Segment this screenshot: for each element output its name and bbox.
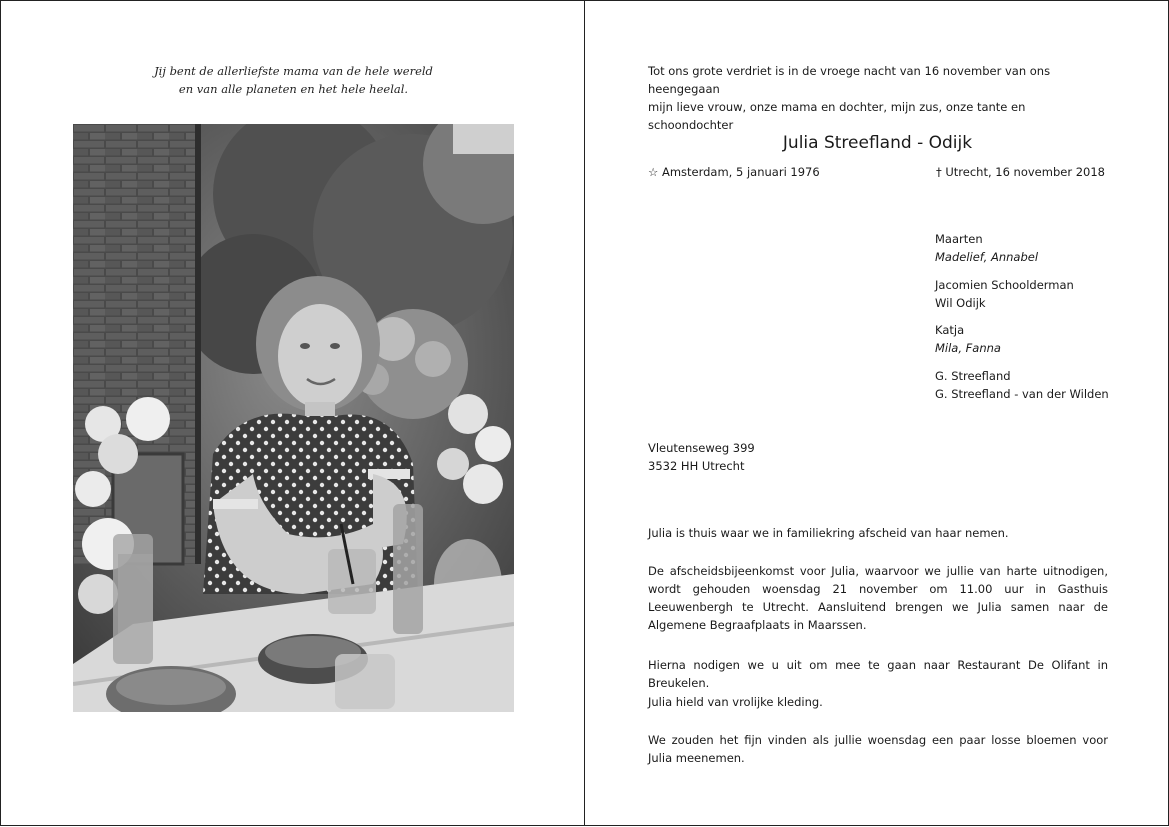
- portrait-photo: [73, 124, 514, 712]
- motto-line-1: Jij bent de allerliefste mama van de hele wereld: [154, 64, 433, 78]
- address-city: 3532 HH Utrecht: [648, 459, 745, 473]
- family-name: Mila, Fanna: [935, 341, 1001, 355]
- announcement-intro: [648, 62, 1108, 134]
- family-group-4: [935, 367, 1135, 403]
- death-info: † Utrecht, 16 november 2018: [935, 165, 1105, 179]
- intro-line-1: Tot ons grote verdriet is in de vroege nacht van 16 november van ons heengegaan: [648, 64, 1051, 96]
- family-name: G. Streefland: [935, 369, 1011, 383]
- family-name: Madelief, Annabel: [935, 250, 1039, 264]
- paragraph: Hierna nodigen we u uit om mee te gaan naar Restaurant De Olifant in Breukelen.: [648, 658, 1108, 690]
- paragraph: De afscheidsbijeenkomst voor Julia, waarvoor we jullie van harte uitnodigen, wordt gehouden woensdag 21 november om 11.00 uur in Gasthuis Leeuwenbergh te Utrecht. Aansluitend brengen we Julia samen naar de Algemene Begraafplaats in Maarssen.: [648, 564, 1108, 632]
- intro-line-2: mijn lieve vrouw, onze mama en dochter, mijn zus, onze tante en schoondochter: [648, 100, 1026, 132]
- family-name: Wil Odijk: [935, 296, 986, 310]
- family-name: G. Streefland - van der Wilden: [935, 387, 1109, 401]
- motto-line-2: en van alle planeten en het hele heelal.: [178, 82, 409, 96]
- family-name: Maarten: [935, 232, 983, 246]
- family-group-3: [935, 321, 1135, 357]
- paragraph: Julia hield van vrolijke kleding.: [648, 695, 823, 709]
- address-street: Vleutenseweg 399: [648, 441, 755, 455]
- motto: [1, 62, 586, 98]
- birth-info: ☆ Amsterdam, 5 januari 1976: [648, 165, 820, 179]
- family-name: Jacomien Schoolderman: [935, 278, 1074, 292]
- paragraph: We zouden het fijn vinden als jullie woensdag een paar losse bloemen voor Julia meenemen.: [648, 733, 1108, 765]
- left-page: [0, 0, 585, 826]
- deceased-name: Julia Streefland - Odijk: [782, 133, 973, 153]
- family-name: Katja: [935, 323, 965, 337]
- paragraph: Julia is thuis waar we in familiekring afscheid van haar nemen.: [648, 526, 1009, 540]
- family-group-1: [935, 230, 1135, 266]
- address: [648, 439, 755, 475]
- right-page: [584, 0, 1169, 826]
- family-group-2: [935, 276, 1135, 312]
